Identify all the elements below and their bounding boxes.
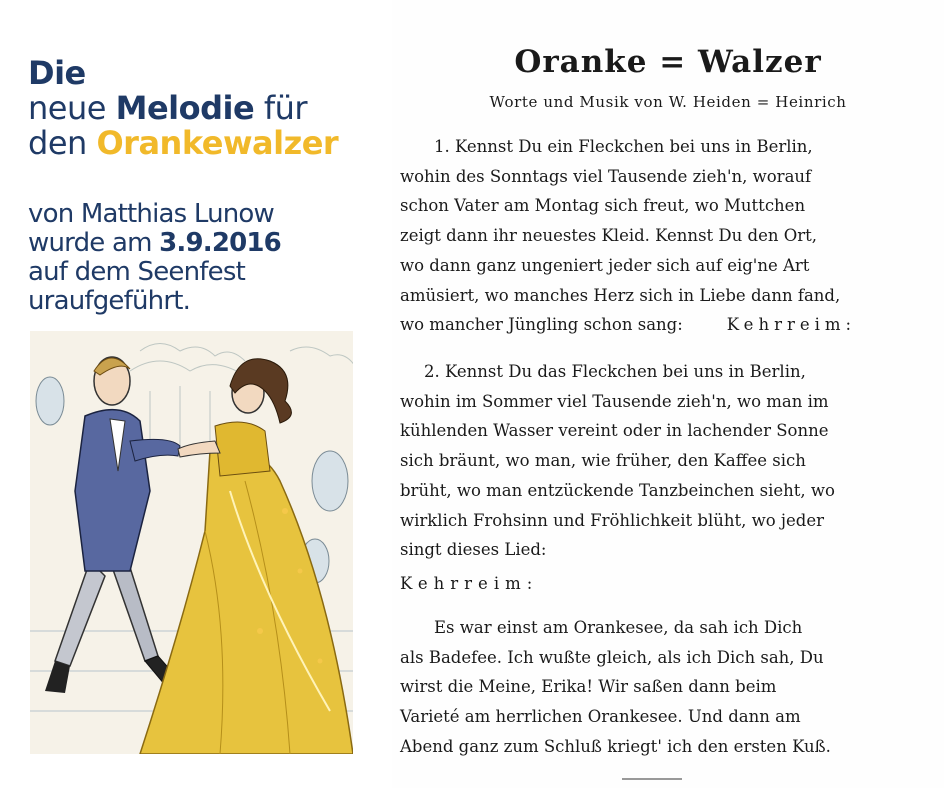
subtitle [28,200,281,316]
subtitle-line-2-pre: wurde am [28,228,160,258]
headline-line-2-bold: Melodie [115,89,255,127]
refrain [400,613,925,762]
subtitle-line-3: auf dem Seenfest [28,257,245,287]
subtitle-line-1: von Matthias Lunow [28,199,274,229]
song-title: Oranke = Walzer [514,44,822,80]
verse-1-line-text: wo mancher Jüngling schon sang: [400,315,683,335]
verse-1-line: amüsiert, wo manches Herz sich in Liebe dann fand, [400,285,841,305]
verse-1-line: wo dann ganz ungeniert jeder sich auf eig'ne Art [400,255,810,275]
verse-1-line: schon Vater am Montag sich freut, wo Muttchen [400,196,806,216]
song-byline: Worte und Musik von W. Heiden = Heinrich [489,93,847,111]
subtitle-line-4: uraufgeführt. [28,286,191,316]
verse-2-line: singt dieses Lied: [400,540,547,560]
verse-2 [400,357,925,565]
subtitle-line-2 [28,229,281,258]
headline [28,56,338,161]
lyrics-sheet [392,0,944,788]
verse-2-line: wirklich Frohsinn und Fröhlichkeit blüht, wo jeder [400,510,824,530]
dancing-couple-drawing [30,331,353,754]
verse-2-line: brüht, wo man entzückende Tanzbeinchen sieht, wo [400,480,835,500]
verse-2-line: kühlenden Wasser vereint oder in lachender Sonne [400,421,829,441]
verse-1-line [400,310,925,340]
headline-accent: Orankewalzer [96,124,339,162]
verse-1-line: zeigt dann ihr neuestes Kleid. Kennst Du den Ort, [400,226,817,246]
verse-2-line: 2. Kennst Du das Fleckchen bei uns in Berlin, [424,362,806,381]
refrain-line: Es war einst am Orankesee, da sah ich Dich [434,618,803,637]
refrain-line: Abend ganz zum Schluß kriegt' ich den ersten Kuß. [400,736,831,756]
page-cut-mark [622,778,682,784]
left-panel [0,0,370,788]
dancing-couple-illustration [30,331,353,754]
headline-line-2-post: für [254,89,308,127]
verse-1 [400,132,925,340]
headline-line-2-pre: neue [28,89,116,127]
verse-1-line: wohin des Sonntags viel Tausende zieh'n, worauf [400,166,812,186]
premiere-date: 3.9.2016 [159,228,281,258]
refrain-line: Varieté am herrlichen Orankesee. Und dann am [400,707,801,727]
refrain-line: wirst die Meine, Erika! Wir saßen dann beim [400,677,777,697]
headline-line-3-pre: den [28,124,97,162]
headline-line-3 [28,126,338,161]
verse-1-line: 1. Kennst Du ein Fleckchen bei uns in Berlin, [434,137,813,156]
verse-2-line: sich bräunt, wo man, wie früher, den Kaffee sich [400,451,806,471]
headline-line-1: Die [28,54,86,92]
headline-line-2 [28,91,338,126]
refrain-heading: Kehrreim: [400,574,539,593]
refrain-line: als Badefee. Ich wußte gleich, als ich Dich sah, Du [400,647,824,667]
verse-2-line: wohin im Sommer viel Tausende zieh'n, wo man im [400,391,829,411]
verse-1-refrain-tag: Kehrreim: [726,315,857,335]
